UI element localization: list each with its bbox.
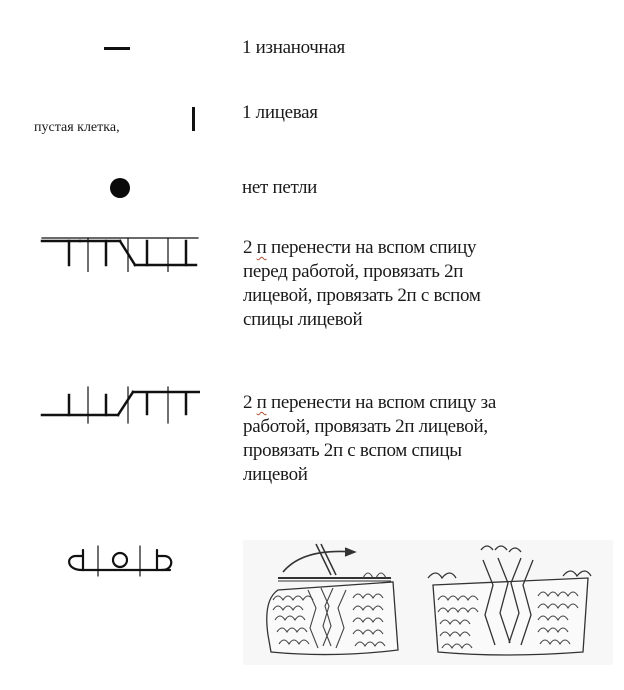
legend-row-illustration xyxy=(0,540,624,670)
filled-circle-icon xyxy=(110,178,130,198)
legend-row-cable-front xyxy=(0,230,624,360)
legend-description: 1 лицевая xyxy=(242,102,318,123)
description-line: провязать 2п с вспом спицы xyxy=(243,440,462,461)
description-line: перед работой, провязать 2п xyxy=(243,261,464,282)
description-line: работой, провязать 2п лицевой, xyxy=(243,416,488,437)
empty-cell-label: пустая клетка, xyxy=(34,120,120,135)
legend-description: нет петли xyxy=(242,177,318,198)
vertical-bar-icon xyxy=(192,107,195,131)
legend-description: 1 изнаночная xyxy=(242,37,345,58)
description-line: 2 п перенести на вспом спицу за xyxy=(243,392,496,413)
dash-icon xyxy=(104,47,130,50)
legend-description xyxy=(243,391,623,487)
knitting-cable-illustration xyxy=(243,540,613,665)
legend-row-no-stitch xyxy=(0,172,624,212)
cable-cross-left-icon xyxy=(40,232,200,272)
cable-cross-right-icon xyxy=(40,385,200,427)
legend-row-purl xyxy=(0,30,624,70)
description-line: спицы лицевой xyxy=(243,309,363,330)
legend-row-knit xyxy=(0,95,624,145)
description-line: лицевой xyxy=(243,464,308,485)
description-line: лицевой, провязать 2п с вспом xyxy=(243,285,481,306)
bobble-stitch-icon xyxy=(62,544,182,580)
description-line: 2 п перенести на вспом спицу xyxy=(243,237,477,258)
legend-row-cable-back xyxy=(0,385,624,515)
legend-description xyxy=(243,236,613,332)
